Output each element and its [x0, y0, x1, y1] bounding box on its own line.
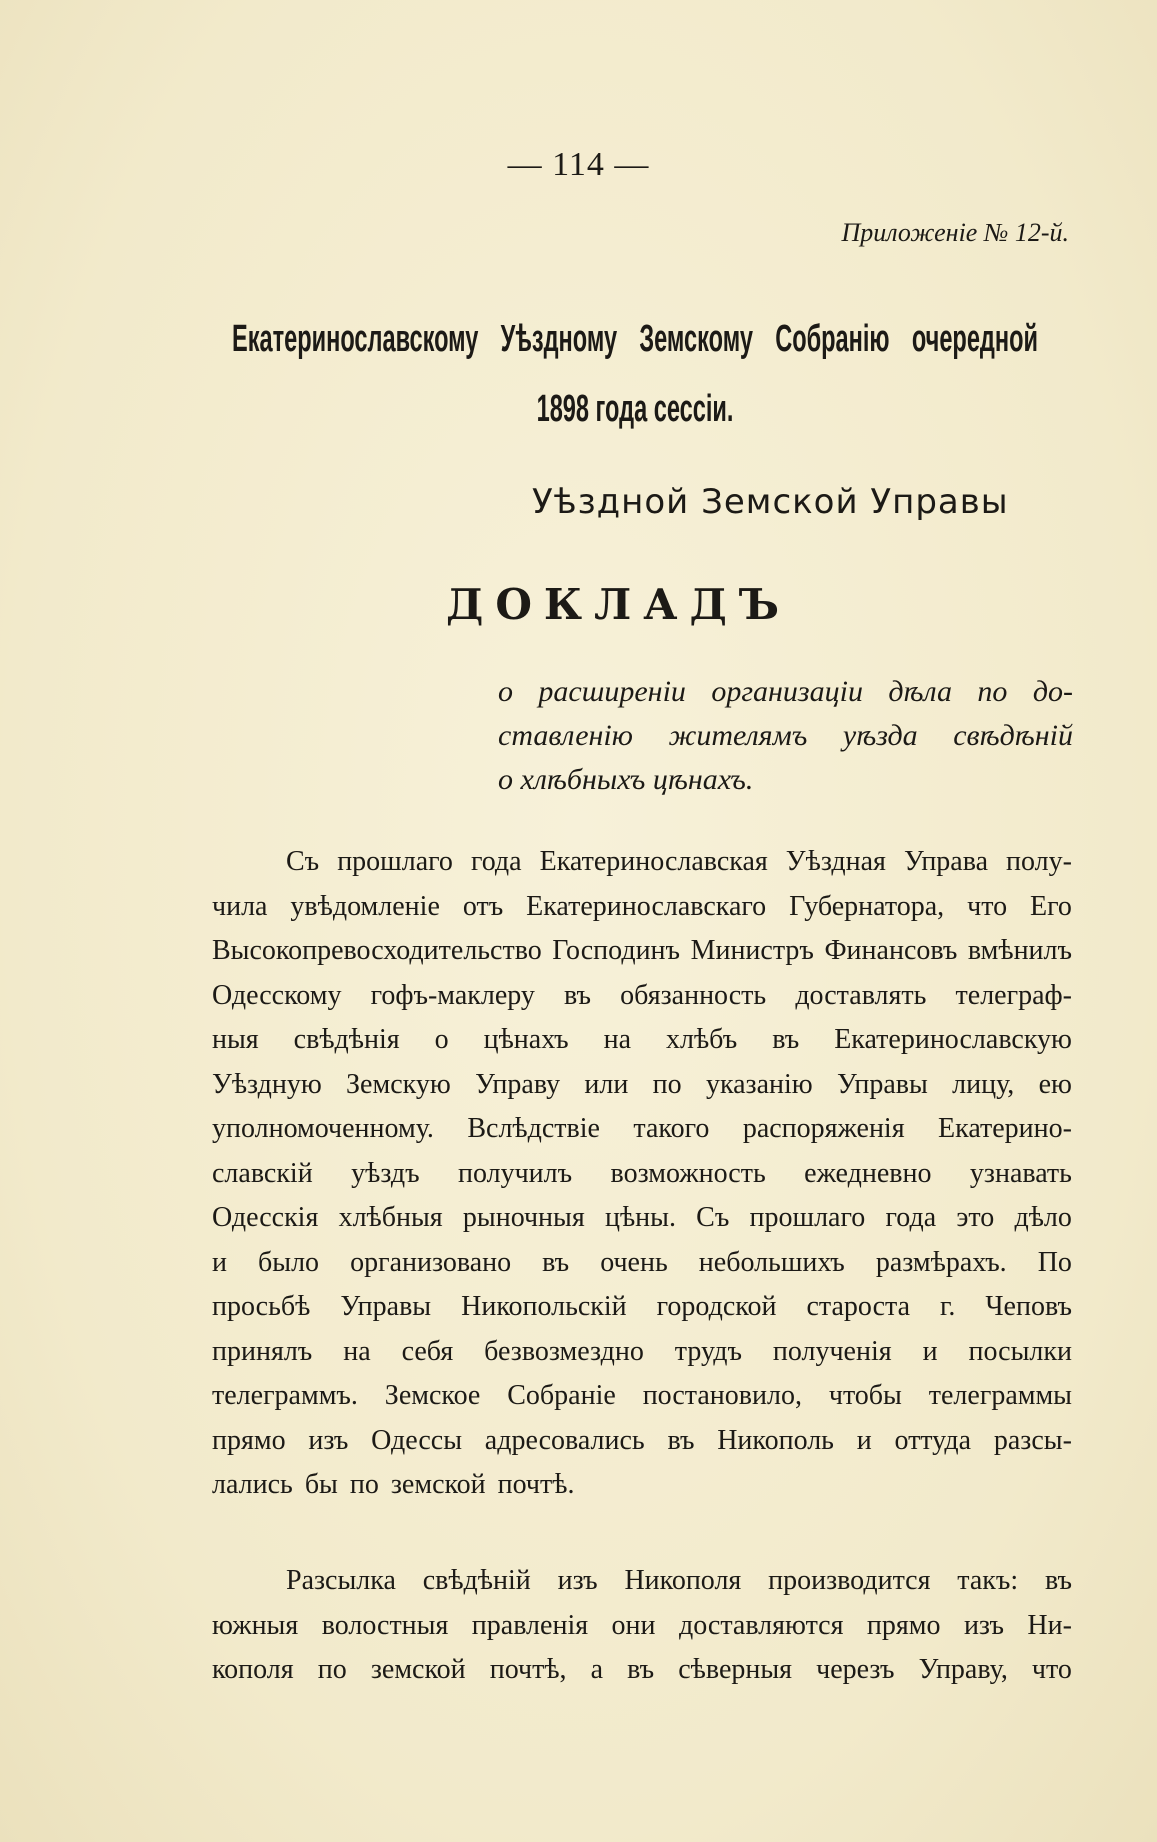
word: такого	[633, 1113, 710, 1144]
word: Ни-	[1027, 1609, 1072, 1641]
text-line	[212, 1285, 1072, 1330]
word: Одесскому	[212, 979, 342, 1011]
word: прошлаго	[749, 1202, 866, 1233]
text-line	[212, 885, 1072, 930]
word: Екатеринославская	[539, 846, 768, 877]
word: уполномоченному.	[212, 1113, 434, 1144]
text-line	[212, 1018, 1072, 1063]
word: обязанность	[620, 979, 767, 1011]
word: указанію	[705, 1068, 813, 1100]
word: въ	[542, 1246, 570, 1278]
subject-word: жителямъ	[668, 719, 808, 752]
word: Екатеринославскаго	[526, 890, 767, 922]
word: по	[652, 1068, 682, 1100]
word: бы	[304, 1469, 338, 1500]
word: оттуда	[894, 1424, 972, 1456]
word: прямо	[212, 1424, 286, 1456]
subject-word: о	[498, 675, 513, 708]
word: размѣрахъ.	[875, 1246, 1007, 1278]
subject-line-1	[498, 670, 1073, 714]
text-line	[212, 1559, 1072, 1604]
word: Съ	[696, 1202, 730, 1233]
heading-word: Екатеринославскому	[232, 318, 479, 360]
word: въ	[564, 979, 592, 1011]
word: земской	[370, 1654, 466, 1685]
word: хлѣбъ	[666, 1024, 738, 1055]
word: и	[212, 1246, 227, 1278]
word: свѣдѣнія	[293, 1024, 400, 1055]
word: Министръ	[690, 935, 814, 966]
word: ею	[1038, 1068, 1072, 1100]
word: въ	[627, 1654, 655, 1685]
word: Чеповъ	[985, 1291, 1072, 1322]
word: постановило,	[642, 1380, 802, 1411]
subject-line-2	[498, 714, 1073, 758]
word: сѣверныя	[678, 1654, 793, 1685]
word: было	[258, 1246, 320, 1278]
word: они	[611, 1609, 656, 1641]
word: ежедневно	[804, 1157, 932, 1189]
word: г.	[940, 1291, 956, 1322]
appendix-label: Приложеніе № 12-й.	[841, 218, 1069, 247]
word: Управа	[903, 846, 989, 877]
word: небольшихъ	[698, 1246, 845, 1278]
heading-word: Уѣздному	[500, 318, 618, 360]
word: уѣздъ	[351, 1157, 420, 1189]
word: трудъ	[674, 1335, 742, 1367]
word: себя	[401, 1335, 454, 1367]
heading-word: Земскому	[639, 318, 753, 360]
word: рыночныя	[462, 1202, 585, 1233]
word: почтѣ.	[497, 1469, 575, 1500]
word: года	[885, 1202, 937, 1233]
paragraph-2	[212, 1559, 1072, 1693]
word: посылки	[968, 1335, 1072, 1367]
text-line	[212, 840, 1072, 885]
word: Финансовъ	[824, 935, 958, 966]
word: Высокопревосходительство	[212, 935, 542, 966]
word: Губернатора,	[789, 890, 945, 922]
heading	[232, 318, 1038, 430]
word: Управы	[340, 1291, 432, 1322]
word: Земское	[384, 1380, 481, 1411]
word: въ	[667, 1424, 695, 1456]
board-name: Уѣздной Земской Управы	[532, 482, 1009, 522]
heading-line-2: 1898 года сессіи.	[536, 388, 734, 430]
word: прошлаго	[337, 846, 453, 877]
word: Управу,	[918, 1654, 1008, 1685]
page-number: — 114 —	[507, 146, 650, 183]
word: земской	[390, 1469, 486, 1500]
word: полученія	[772, 1335, 892, 1367]
text-line	[212, 929, 1072, 974]
text-line	[212, 1330, 1072, 1375]
text-line	[212, 1196, 1072, 1241]
word: Его	[1030, 890, 1072, 922]
text-line	[212, 1648, 1072, 1693]
subject-word: свѣдѣній	[953, 719, 1073, 752]
word: принялъ	[212, 1335, 313, 1367]
word: хлѣбныя	[338, 1202, 443, 1233]
subject-word: дѣла	[888, 675, 952, 708]
word: староста	[806, 1291, 911, 1322]
text-line	[212, 1063, 1072, 1108]
word: Земскую	[346, 1068, 451, 1100]
subject-word: расширеніи	[538, 675, 686, 708]
word: правленія	[471, 1609, 589, 1641]
word: или	[584, 1068, 629, 1100]
word: что	[1031, 1654, 1072, 1685]
word: цѣны.	[604, 1202, 676, 1233]
word: Съ	[286, 846, 320, 877]
word: волостныя	[321, 1609, 449, 1641]
word: почтѣ,	[489, 1654, 567, 1685]
text-line	[212, 1419, 1072, 1464]
word: По	[1037, 1246, 1072, 1278]
subject-word: по	[977, 675, 1008, 708]
word: свѣдѣній	[422, 1565, 531, 1596]
word: дѣло	[1014, 1202, 1072, 1233]
text-line	[212, 1241, 1072, 1286]
word: Никополя	[624, 1565, 742, 1596]
word: ныя	[212, 1024, 259, 1055]
word: южныя	[212, 1609, 299, 1641]
heading-line-1	[232, 318, 1038, 361]
word: это	[956, 1202, 995, 1233]
word: изъ	[963, 1609, 1004, 1641]
word: и	[856, 1424, 872, 1456]
word: въ	[1044, 1565, 1072, 1596]
word: кополя	[212, 1654, 294, 1685]
word: распоряженія	[742, 1113, 905, 1144]
word: Екатерино-	[938, 1113, 1072, 1144]
word: гофъ-маклеру	[370, 979, 535, 1011]
word: доставлять	[795, 979, 927, 1011]
word: городской	[656, 1291, 777, 1322]
word: просьбѣ	[212, 1291, 311, 1322]
word: чила	[212, 890, 268, 922]
word: адресовались	[484, 1424, 645, 1456]
word: по	[349, 1469, 379, 1500]
word: изъ	[308, 1424, 349, 1456]
word: Управу	[475, 1068, 561, 1100]
word: Собраніе	[507, 1380, 616, 1411]
word: возможность	[610, 1157, 766, 1189]
word: производится	[768, 1565, 931, 1596]
subject-word: до-	[1032, 675, 1073, 708]
text-line	[212, 1374, 1072, 1419]
word: полу-	[1006, 846, 1072, 877]
word: на	[603, 1024, 632, 1055]
word: увѣдомленіе	[290, 890, 440, 922]
report-subject	[498, 670, 1073, 802]
word: вмѣнилъ	[967, 935, 1072, 966]
text-line	[212, 1604, 1072, 1649]
word: на	[343, 1335, 371, 1367]
word: Одессы	[371, 1424, 463, 1456]
word: Вслѣдствіе	[467, 1113, 600, 1144]
word: Уѣздная	[785, 846, 886, 877]
word: цѣнахъ	[483, 1024, 569, 1055]
word: Никополь	[717, 1424, 834, 1456]
word: о	[434, 1024, 449, 1055]
word: и	[922, 1335, 938, 1367]
word: получилъ	[458, 1157, 573, 1189]
word: Господинъ	[552, 935, 681, 966]
word: доставляются	[678, 1609, 844, 1641]
word: безвозмездно	[484, 1335, 644, 1367]
word: по	[317, 1654, 347, 1685]
word: телеграммъ.	[212, 1380, 358, 1411]
paragraph-1	[212, 840, 1072, 1508]
word: что	[967, 890, 1008, 922]
word: Никопольскій	[461, 1291, 627, 1322]
text-line	[212, 1152, 1072, 1197]
text-line	[212, 974, 1072, 1019]
word: года	[470, 846, 522, 877]
heading-word: очередной	[911, 318, 1038, 360]
subject-word: организаціи	[711, 675, 863, 708]
subject-word: ставленію	[498, 719, 633, 752]
subject-line-3: о хлѣбныхъ цѣнахъ.	[498, 763, 754, 796]
word: Одесскія	[212, 1202, 319, 1233]
word: славскій	[212, 1157, 313, 1189]
report-title: ДОКЛАДЪ	[445, 580, 791, 629]
word: лицу,	[952, 1068, 1015, 1100]
text-line	[212, 1107, 1072, 1152]
word: Разсылка	[286, 1565, 396, 1596]
word: Управы	[837, 1068, 928, 1100]
word: прямо	[866, 1609, 941, 1641]
text-line	[212, 1463, 1072, 1508]
word: лались	[212, 1469, 293, 1500]
word: Уѣздную	[212, 1068, 322, 1100]
word: телеграммы	[928, 1380, 1072, 1411]
word: отъ	[462, 890, 504, 922]
word: а	[590, 1654, 604, 1685]
word: черезъ	[816, 1654, 895, 1685]
word: такъ:	[957, 1565, 1019, 1596]
word: Екатеринославскую	[834, 1024, 1072, 1055]
word: изъ	[557, 1565, 598, 1596]
word: узнавать	[969, 1157, 1072, 1189]
word: телеграф-	[955, 979, 1072, 1011]
subject-word: уѣзда	[842, 719, 918, 752]
word: въ	[772, 1024, 800, 1055]
word: разсы-	[993, 1424, 1072, 1456]
word: очень	[600, 1246, 668, 1278]
word: организовано	[350, 1246, 512, 1278]
word: чтобы	[828, 1380, 902, 1411]
heading-word: Собранію	[775, 318, 890, 360]
